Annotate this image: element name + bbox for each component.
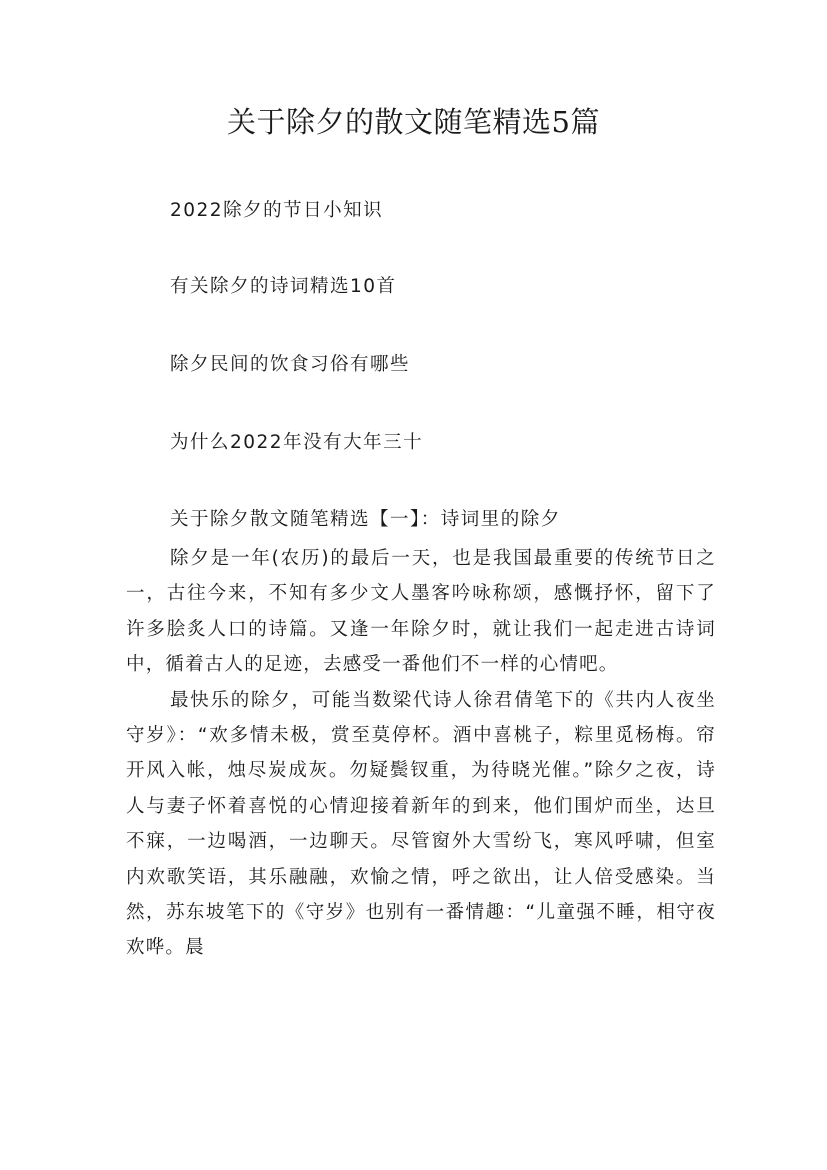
paragraph: 除夕是一年(农历)的最后一天，也是我国最重要的传统节日之一，古往今来，不知有多少文人墨客吟咏称颂，感慨抒怀，留下了许多脍炙人口的诗篇。又逢一年除夕时，就让我们一起走进古诗词中，循着古人的足迹，去感受一番他们不一样的心情吧。	[126, 548, 716, 676]
related-link-3[interactable]: 除夕民间的饮食习俗有哪些	[170, 354, 411, 375]
related-link-2[interactable]: 有关除夕的诗词精选10首	[170, 276, 397, 297]
paragraph: 最快乐的除夕，可能当数梁代诗人徐君倩笔下的《共内人夜坐守岁》：“欢多情未极，赏至莫停杯。酒中喜桃子，粽里觅杨梅。帘开风入帐，烛尽炭成灰。勿疑鬓钗重，为待晓光催。”除夕之夜，诗人与妻子怀着喜悦的心情迎接着新年的到来，他们围炉而坐，达旦不寐，一边喝酒，一边聊天。尽管窗外大雪纷飞，寒风呼啸，但室内欢歌笑语，其乐融融，欢愉之情，呼之欲出，让人倍受感染。当然，苏东坡笔下的《守岁》也别有一番情趣：“儿童强不睡，相守夜欢哗。晨	[126, 689, 716, 959]
document-title: 关于除夕的散文随笔精选5篇	[227, 105, 600, 139]
related-link-1[interactable]: 2022除夕的节日小知识	[170, 200, 384, 221]
section-heading: 关于除夕散文随笔精选【一】：诗词里的除夕	[170, 509, 561, 530]
article-body	[126, 541, 716, 966]
related-link-4[interactable]: 为什么2022年没有大年三十	[170, 432, 424, 453]
